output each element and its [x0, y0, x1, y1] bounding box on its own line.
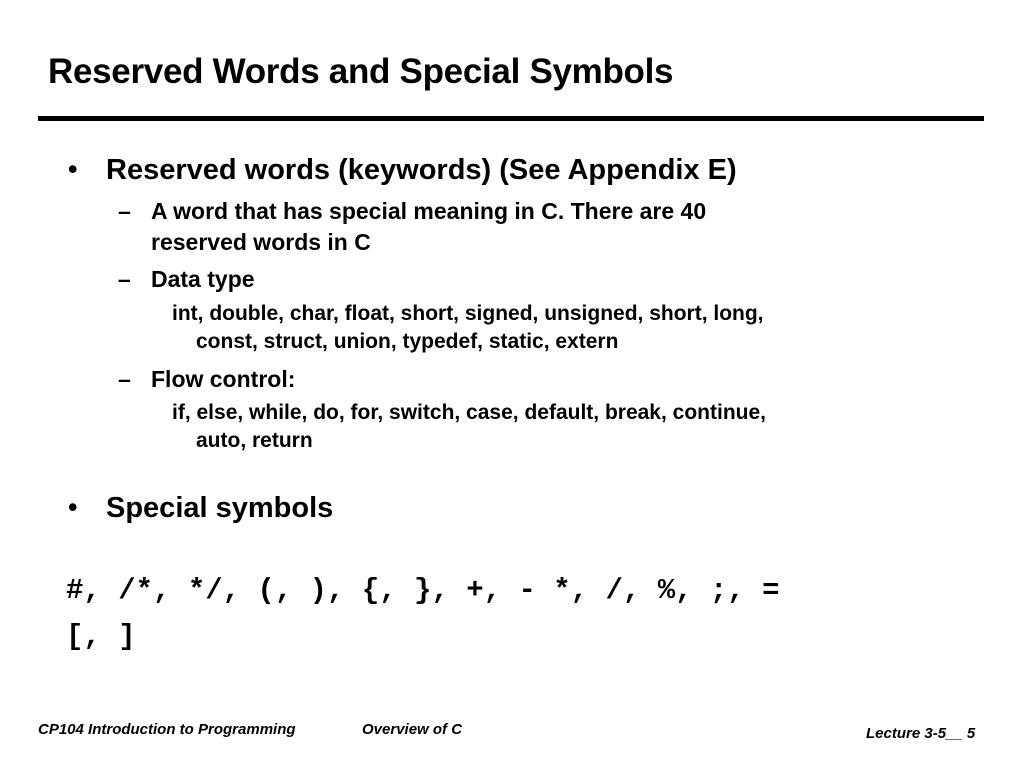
- reserved-words-heading: Reserved words (keywords) (See Appendix E): [106, 154, 737, 186]
- flow-control-label: Flow control:: [151, 366, 296, 392]
- symbols-line-2: [, ]: [66, 620, 136, 653]
- data-type-label: Data type: [151, 266, 255, 292]
- symbols-line-1: #, /*, */, (, ), {, }, +, - *, /, %, ;, =: [66, 574, 780, 607]
- footer-lecture: Lecture 3-5__ 5: [866, 725, 976, 742]
- dash-marker: –: [118, 366, 131, 392]
- definition-line-2: reserved words in C: [151, 229, 371, 255]
- title-divider: [38, 116, 984, 121]
- definition-line-1: A word that has special meaning in C. There are 40: [151, 198, 707, 224]
- data-type-keywords-line-1: int, double, char, float, short, signed, unsigned, short, long,: [172, 302, 764, 325]
- bullet-marker: •: [68, 154, 78, 184]
- slide-title: Reserved Words and Special Symbols: [48, 52, 674, 91]
- flow-keywords-line-1: if, else, while, do, for, switch, case, default, break, continue,: [172, 401, 766, 424]
- special-symbols-heading: Special symbols: [106, 492, 334, 524]
- bullet-marker: •: [68, 492, 78, 522]
- data-type-keywords-line-2: const, struct, union, typedef, static, extern: [196, 330, 619, 353]
- footer-topic: Overview of C: [362, 721, 463, 738]
- footer-course: CP104 Introduction to Programming: [38, 721, 296, 738]
- dash-marker: –: [118, 198, 131, 224]
- flow-keywords-line-2: auto, return: [196, 429, 313, 452]
- dash-marker: –: [118, 266, 131, 292]
